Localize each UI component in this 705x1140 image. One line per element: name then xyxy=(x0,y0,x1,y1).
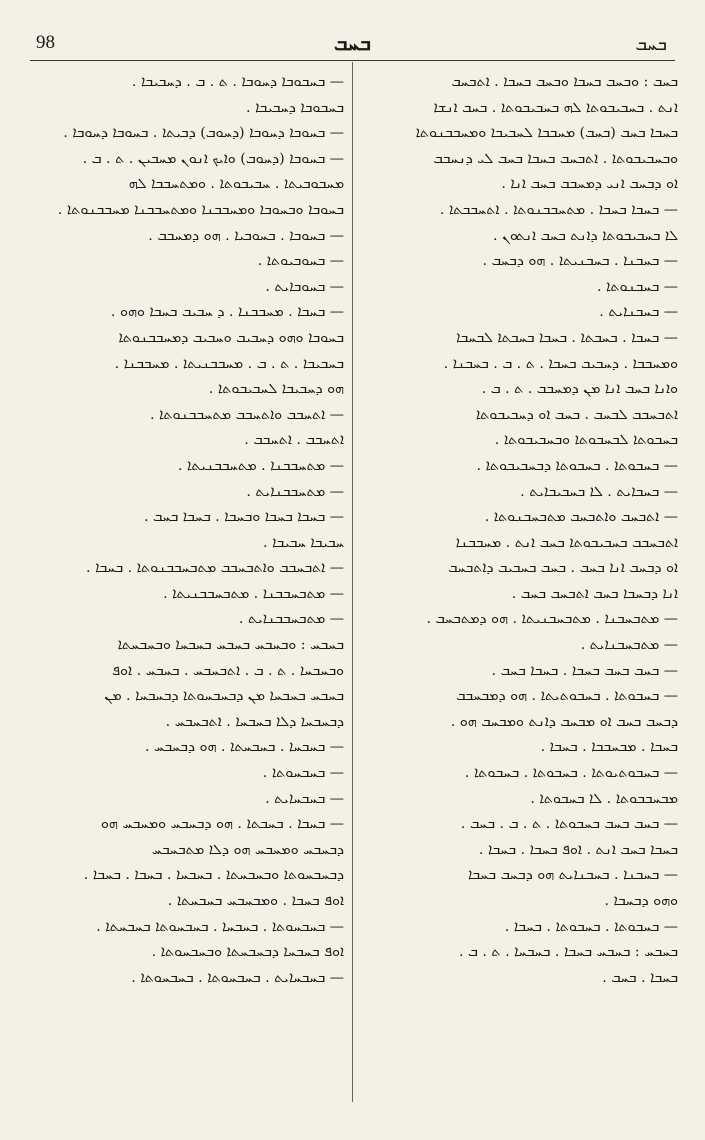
text-line: ܕܒܚܒܚܐ ܕܠܐ ܒܚܒܚܐ . ܐܬܒܚܒܚ . xyxy=(165,713,344,730)
right-column xyxy=(362,70,678,991)
text-line: — ܒܚܒܐ ܒܚܒܐ ܘܒܚܒܐ . ܒܚܒܐ ܒܚܒ . xyxy=(143,509,344,526)
text-line: ܕܒܚܒܚܘܬܐ ܘܒܚܒܚܬܐ . ܒܚܒܚܐ . ܒܚܒܐ . ܒܚܒܐ . xyxy=(83,867,344,884)
text-line: — ܒܚܒ ܒܚܒ ܒܚܒܘܬܐ . ܬ . ܒ . ܒܚܒ . xyxy=(460,816,678,833)
text-line: ܐܘܦ ܒܚܒܚܐ ܕܒܚܒܚܬܐ ܘܒܚܒܚܘܬܐ . xyxy=(151,944,344,961)
text-line: ܘܒܚܒܚܐ . ܬ . ܒ . ܐܬܒܚܒܚ . ܒܚܒܚ . ܐܘܦ xyxy=(112,662,344,679)
text-line: — ܐܬܚܒܒ ܘܐܬܚܒܒ ܡܬܚܒܒܢܘܬܐ . xyxy=(149,406,344,423)
text-line: ܡܒܚܒܒܘܬܐ . ܠܐ ܒܚܒܘܬܐ . xyxy=(530,790,678,807)
text-line: — ܒܚܒܘܬܐ . ܒܚܒܘܬܐ . ܒܚܒܐ . xyxy=(504,918,678,935)
text-line: — ܐܬܒܚܒ ܘܐܬܒܚܒ ܡܬܒܚܒܢܘܬܐ . xyxy=(484,509,678,526)
text-line: — ܒܚܒܚܘܬܐ . xyxy=(262,765,344,782)
text-line: — ܒܚܒܚܘܬܐ . ܒܚܒܚܐ . ܒܚܒܚܘܬܐ ܒܚܒܚܬܐ . xyxy=(96,918,344,935)
text-line: — ܒܚܒܚܐ . ܒܚܒܚܬܐ . ܗܘ ܕܒܚܒܚ . xyxy=(144,739,344,756)
text-line: — ܒܚܘܒܐ (ܕܚܘܒ) ܘܐܝܟ ܐܢܘܢ ܡܚܒܝܢ . ܬ . ܒ . xyxy=(82,150,344,167)
text-line: — ܒܚܒܐ . ܡܚܒܒܢܐ . ܕ ܚܒܝܒ ܒܚܒܐ ܘܗܘ . xyxy=(110,304,344,321)
text-line: — ܒܚܘܒܐܝܬ . xyxy=(265,278,344,295)
text-line: — ܡܬܚܒܒܢܐܝܬ . xyxy=(246,483,344,500)
text-line: ܐܘܦ ܒܚܒܐ . ܘܡܒܚܒܚ ܒܚܒܚܬܐ . xyxy=(167,893,344,909)
text-line: ܠܐ ܒܚܒܝܒܘܬܐ ܕܐܢܬ ܒܚܒ ܐܢܬܘܢ . xyxy=(493,227,678,244)
text-line: ܒܚܘܒܐ ܘܒܚܘܒܐ ܘܡܚܒܒܢܐ ܘܡܬܚܒܒܢܐ ܡܚܒܒܢܘܬܐ . xyxy=(57,201,344,218)
text-line: ܚܒܝܒܐ ܚܒܝܒܐ . xyxy=(263,534,344,551)
text-line: ܘܗܘ ܕܒܚܒܐ . xyxy=(604,893,678,909)
text-line: ܘܡܚܒܒܐ . ܕܚܒܝܒ ܒܚܒܐ . ܬ . ܒ . ܒܚܒܢܐ . xyxy=(443,355,678,372)
running-head: ܒܚܒ xyxy=(334,30,371,55)
text-line: ܒܚܒܝܒܐ . ܬ . ܒ . ܡܚܒܒܢܝܬܐ . ܡܚܒܒܢܐ . xyxy=(114,355,344,372)
text-line: ܒܚܒܚ ܒܚܒܚܐ ܡܢ ܕܒܚܒܚܘܬܐ ܕܒܚܒܚܐ . ܡܢ xyxy=(104,688,344,705)
text-line: ܡܚܒܘܒܝܬܐ . ܚܒܝܒܘܬܐ . ܘܡܬܚܒܒܐ ܠܗ xyxy=(128,176,344,193)
text-line: — ܒܚܒܢܐ . ܒܚܒܢܝܬܐ . ܗܘ ܕܒܚܒ . xyxy=(482,253,678,270)
text-line: — ܒܚܒܐ . ܒܚܒܬܐ . ܒܚܒܐ ܒܚܒܬܐ ܠܒܚܒܐ xyxy=(456,329,678,346)
column-divider xyxy=(352,62,353,1102)
text-line: ܐܘ ܕܒܚܒ ܐܢܐ ܒܚܒ . ܒܚܒ ܒܚܒܝܒ ܕܐܬܒܚܒ xyxy=(448,560,678,577)
left-column xyxy=(28,70,344,991)
text-line: — ܡܬܒܚܒܢܐܝܬ . xyxy=(580,637,678,654)
text-line: — ܒܚܘܒܐ ܕܚܘܒܐ (ܕܚܘܒ) ܕܒܝܬܐ . ܒܚܘܒܐ ܕܚܘܒܐ . xyxy=(63,125,344,142)
text-line: ܒܚܒܐ . ܒܚܒ . xyxy=(602,969,678,986)
text-line: — ܒܚܒܚܐܝܬ . ܒܚܒܚܘܬܐ . ܒܚܒܚܘܬܐ . xyxy=(131,969,344,986)
text-line: ܗܘ ܕܚܒܝܒܐ ܠܚܒܝܒܘܬܐ . xyxy=(208,381,344,398)
text-line: — ܒܚܒܐ . ܒܚܒܬܐ . ܗܘ ܕܒܚܒܚ ܘܡܚܒܚ ܗܘ xyxy=(100,816,344,833)
text-line: — ܒܚܒܢܘܬܐ . xyxy=(596,278,678,295)
text-line: — ܒܚܒܢܐܝܬ . xyxy=(599,304,678,321)
text-line: ܒܚܒܘܬܐ ܠܒܚܒܘܬܐ ܘܒܚܒܝܒܘܬܐ . xyxy=(494,432,678,449)
header-rule xyxy=(30,60,675,61)
text-line: — ܒܚܒܘܬܐ . ܒܚܒܘܬܐ ܕܒܚܒܝܒܘܬܐ . xyxy=(476,457,678,474)
text-line: — ܒܚܒܘܬܝܘܬܐ . ܒܚܒܘܬܐ . ܒܚܒܘܬܐ . xyxy=(464,765,678,782)
text-line: — ܡܬܒܚܒܒܢܐ . ܡܬܒܚܒܒܢܝܬܐ . xyxy=(163,585,344,602)
text-line: — ܒܚܘܒܐ . ܒܚܘܒܝܐ . ܗܘ ܕܡܚܒܒ . xyxy=(148,227,344,244)
text-line: ܒܚܒ : ܘܒܚܒ ܒܚܒܐ ܘܒܚܒ ܒܚܒܐ . ܐܬܒܚܒ xyxy=(451,74,678,90)
text-line: ܐܘ ܕܒܚܒ ܐܢܝ ܕܡܚܒܒ ܒܚܒ ܐܢܐ . xyxy=(501,176,678,193)
text-line: — ܒܚܒܚܐܝܬ . xyxy=(265,790,344,807)
text-line: ܐܢܬ . ܒܚܒܝܒܘܬܐ ܠܗ ܒܚܒܝܒܘܬܐ . ܒܚܒ ܐܢܫܐ xyxy=(433,99,678,116)
text-line: — ܐܬܒܚܒܒ ܘܐܬܒܚܒܒ ܡܬܒܚܒܒܢܘܬܐ . ܒܚܒܐ . xyxy=(86,560,344,577)
text-line: ܐܢܐ ܕܒܚܒܐ ܒܚܒ ܐܬܒܚܒ ܒܚܒ . xyxy=(511,585,678,602)
text-line: ܐܬܚܒܒ . ܐܬܚܒܒ . xyxy=(244,432,344,449)
text-line: — ܒܚܒܐܝܬ . ܠܐ ܒܚܒܝܒܐܝܬ . xyxy=(520,483,678,500)
text-line: ܒܚܒܐ ܒܚܒ ܐܢܬ . ܐܘܦ ܒܚܒܐ . ܒܚܒܐ . xyxy=(478,841,678,858)
text-line: ܐܬܒܚܒܒ ܠܒܚܒ . ܒܚܒ ܐܘ ܕܚܒܝܒܘܬܐ xyxy=(475,406,678,423)
text-line: ܒܚܒܚ : ܒܚܒܚ ܒܚܒܐ . ܒܚܒܚܐ . ܬ . ܒ . xyxy=(458,944,678,961)
text-line: ܕܒܚܒ ܒܚܒ ܐܘ ܡܒܚܒ ܕܐܢܬ ܘܡܒܚܒ ܗܘ . xyxy=(450,713,678,730)
text-line: ܒܚܒܘܒܐ ܕܚܒܝܒܐ . xyxy=(246,99,344,116)
text-line: ܒܚܒܐ . ܡܒܚܒܒܐ . ܒܚܒܐ . xyxy=(540,739,678,756)
page-number: 98 xyxy=(36,32,55,53)
text-line: — ܒܚܘܒܝܘܬܐ . xyxy=(257,253,344,270)
text-line: — ܡܬܒܚܒܢܐ . ܡܬܒܚܒܢܝܬܐ . ܗܘ ܕܡܬܒܚܒ . xyxy=(426,611,678,628)
text-line: ܘܐܢܐ ܒܚܒ ܐܢܐ ܡܢ ܕܡܚܒܒ . ܬ . ܒ . xyxy=(481,381,678,398)
text-line: — ܒܚܒܘܒܐ ܕܚܘܒܐ . ܬ . ܒ . ܕܚܒܝܒܐ . xyxy=(131,74,344,90)
text-line: ܕܒܚܒܚ ܘܡܚܒܚ ܗܘ ܕܠܐ ܡܬܒܚܒܚ xyxy=(151,841,344,858)
text-line: ܘܒܚܒܝܒܘܬܐ . ܐܬܒܚܒ ܒܚܒܐ ܒܚܒ ܠܝ ܕܢܚܒܒ xyxy=(433,150,678,167)
head-word-right: ܒܚܒ xyxy=(635,34,667,55)
text-line: — ܒܚܒܐ ܒܚܒܐ . ܡܬܚܒܒܢܘܬܐ . ܐܬܚܒܒܬܐ . xyxy=(439,201,678,218)
text-line: ܒܚܘܒܐ ܘܗܘ ܕܚܒܝܒ ܘܚܒܝܒ ܕܡܚܒܒܢܘܬܐ xyxy=(118,329,344,346)
text-line: ܐܬܒܚܒܒ ܒܚܒܝܒܘܬܐ ܒܚܒ ܐܢܬ . ܡܚܒܒܢܐ xyxy=(455,534,678,551)
text-line: — ܒܚܒܢܐ . ܒܚܒܢܐܝܬ ܗܘ ܕܒܚܒ ܒܚܒܐ xyxy=(467,867,678,884)
text-line: ܒܚܒܐ ܒܚܒ (ܒܚܒ) ܡܚܒܒܐ ܠܚܒܝܒܐ ܘܡܚܒܒܢܘܬܐ xyxy=(415,125,678,142)
text-line: — ܒܚܒ ܒܚܒ ܒܚܒܐ . ܒܚܒܐ ܒܚܒ . xyxy=(491,662,678,679)
text-line: — ܒܚܒܘܬܐ . ܒܚܒܘܬܝܬܐ . ܗܘ ܕܡܒܚܒܒ xyxy=(456,688,678,705)
text-line: ܒܚܒܚ : ܘܒܚܒܚ ܒܚܒܚ ܒܚܒܚܐ ܘܒܚܒܚܬܐ xyxy=(117,637,344,654)
text-line: — ܡܬܚܒܒܢܐ . ܡܬܚܒܒܢܝܬܐ . xyxy=(177,457,344,474)
text-line: — ܡܬܒܚܒܒܢܐܝܬ . xyxy=(238,611,344,628)
